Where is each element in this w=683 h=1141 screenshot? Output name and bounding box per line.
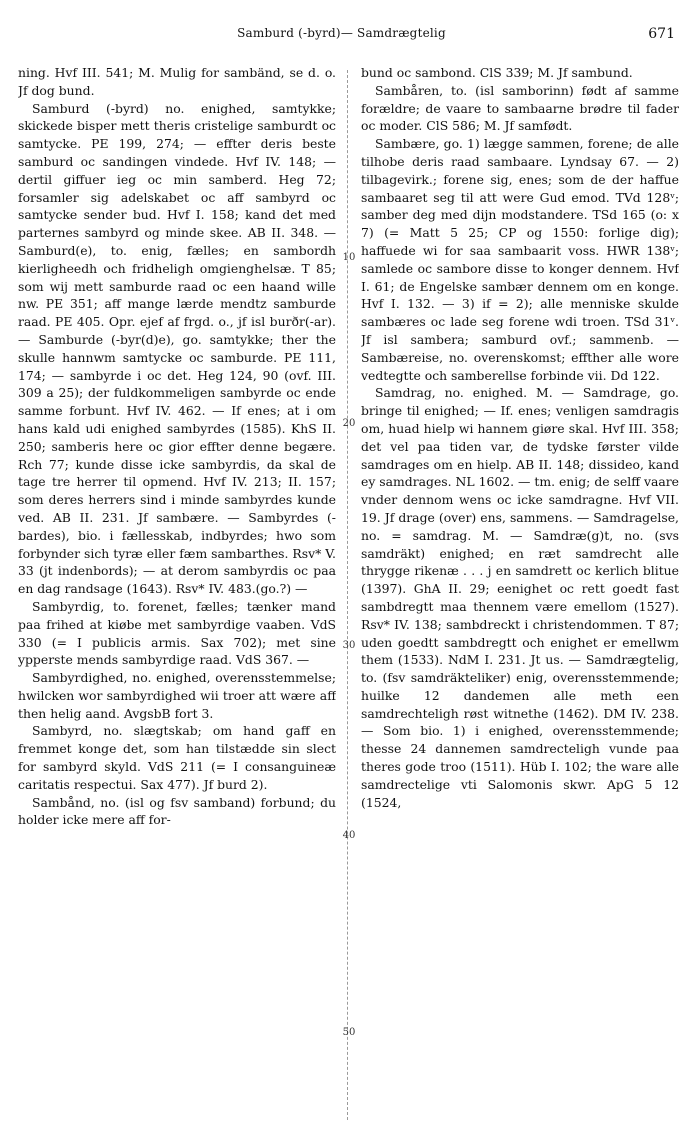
page-number: 671 <box>648 26 675 42</box>
entry-paragraph: Sambåren, to. (isl samborinn) født af samme forældre; de vaare to sambaarne brødre til fader oc moder. ClS 586; M. Jf samfødt. <box>361 82 679 134</box>
entry-paragraph: Sambære, go. 1) lægge sammen, forene; de alle tilhobe deris raad sambaare. Lyndsay 67. — 2) tilbagevirk.; forene sig, enes; som de der haffue sambaaret seg til att were Gud emod. TVd 128ᵛ; samber deg med dijn modstandere. TSd 165 (o: x 7) (= Matt 5 25; CP og 1550: forlige dig); haffuede wi for saa sambaarit voss. HWR 138ᵛ; samlede oc sambore disse to konger dennem. Hvf I. 61; de Engelske sambær dennem om en konge. Hvf I. 132. — 3) if = 2); alle menniske skulde sambæres oc lade seg forene wdi troen. TSd 31ᵛ. Jf isl sambera; samburd ovf.; sammenb. — Sambæreise, no. overenskomst; effther alle wore vedtegtte och samberellse forbinde vii. Dd 122. <box>361 136 679 383</box>
entry-paragraph: Sambyrd, no. slægtskab; om hand gaff en fremmet konge det, som han tilstædde sin slect for sambyrd skyld. VdS 211 (= I consanguineæ caritatis respectui. Sax 477). Jf burd 2). <box>18 723 336 792</box>
entry-paragraph: Sambånd, no. (isl og fsv samband) forbund; du holder icke mere aff for- <box>18 794 336 828</box>
left-column <box>18 64 336 1136</box>
entry-paragraph: Sambyrdig, to. forenet, fælles; tænker mand paa frihed at kiøbe met sambyrdige vaaben. VdS 330 (= I publicis armis. Sax 702); met sine ypperste mends sambyrdige raad. VdS 367. — <box>18 598 336 668</box>
line-number: 50 <box>342 1027 356 1038</box>
line-number: 20 <box>342 418 356 429</box>
entry-paragraph: ning. Hvf III. 541; M. Mulig for sambänd, se d. o. Jf dog bund. <box>18 65 336 98</box>
entry-paragraph: Samdrag, no. enighed. M. — Samdrage, go. bringe til enighed; — If. enes; venligen samdragis om, huad hielp wi hannem giøre skal. Hvf III. 358; det vel paa tiden var, de tydske førster vilde samdrages om en hielp. AB II. 148; dissideo, kand ey samdrages. NL 1602. — tm. enig; de selff vaare vnder dennom wens oc icke samdragne. Hvf VII. 19. Jf drage (over) ens, sammens. — Samdragelse, no. = samdrag. M. — Samdræ(g)t, no. (svs samdräkt) enighed; en ræt samdrecht alle thrygge rikenæ . . . j en samdrett oc kerlich blitue (1397). GhA II. 29; eenighet oc rett goedt fast sambdregtt maa thennem være emellom (1527). Rsv* IV. 138; sambdreckt i christendommen. T 87; uden goedtt sambdregtt och enighet er emellwm them (1533). NdM I. 231. Jt us. — Samdrægtelig, to. (fsv samdräkteliker) enig, overensstemmende; huilke 12 dandemen alle meth een samdrechteligh røst witnethe (1462). DM IV. 238. — Som bio. 1) i enighed, overensstemmende; thesse 24 dannemen samdrecteligh vunde paa theres gode troo (1511). Hüb I. 102; the ware alle samdrectelige vti Salomonis skwr. ApG 5 12 (1524, <box>361 385 679 810</box>
entry-paragraph: bund oc sambond. ClS 339; M. Jf sambund. <box>361 65 633 80</box>
line-number: 10 <box>342 252 356 263</box>
entry-paragraph: Samburd (-byrd) no. enighed, samtykke; skickede bisper mett theris cristelige samburdt oc samtycke. PE 199, 274; — effter deris beste samburd oc sandingen vindede. Hvf IV. 148; — dertil giffuer ieg oc min samberd. Heg 72; forsamler sig adelskabet oc aff sambyrd oc samtycke sender bud. Hvf I. 158; kand det med parternes sambyrd og minde skee. AB II. 348. — Samburd(e), to. enig, fælles; en sambordh kierligheedh och fridheligh omgienghelsæ. T 85; som wij mett samburde raad oc een haand wille nw. PE 351; aff mange lærde mendtz samburde raad. PE 405. Opr. ejef af frgd. o., jf isl burðr(-ar). — Samburde (-byr(d)e), go. samtykke; ther the skulle hannwm samtycke oc samburde. PE 111, 174; — sambyrde i oc det. Heg 124, 90 (ovf. III. 309 a 25); der fuldkommeligen sambyrde oc ende samme forbunt. Hvf IV. 462. — If enes; at i om hans kald udi enighed sambyrdes (1585). KhS II. 250; samberis here oc gior effter denne begære. Rch 77; kunde disse icke sambyrdis, da skal de tage tre herrer til opmend. Hvf IV. 213; II. 157; som deres herrers sind i minde sambyrdes kunde ved. AB II. 231. Jf sambære. — Sambyrdes (-bardes), bio. i fællesskab, indbyrdes; hwo som forbynder sich tyræ eller fæm sambarthes. Rsv* V. 33 (jt indenbords); — at derom sambyrdis oc paa en dag randsage (1643). Rsv* IV. 483.(go.?) — <box>18 100 336 597</box>
line-number: 40 <box>342 830 356 841</box>
right-column <box>361 64 679 1136</box>
entry-paragraph: Sambyrdighed, no. enighed, overensstemmelse; hwilcken wor sambyrdighed wii troer att wære aff then helig aand. AvgsbB fort 3. <box>18 670 336 721</box>
line-number: 30 <box>342 640 356 651</box>
running-title: Samburd (-byrd)— Samdrægtelig <box>237 26 446 40</box>
column-divider <box>347 70 348 1120</box>
running-head <box>0 22 683 46</box>
